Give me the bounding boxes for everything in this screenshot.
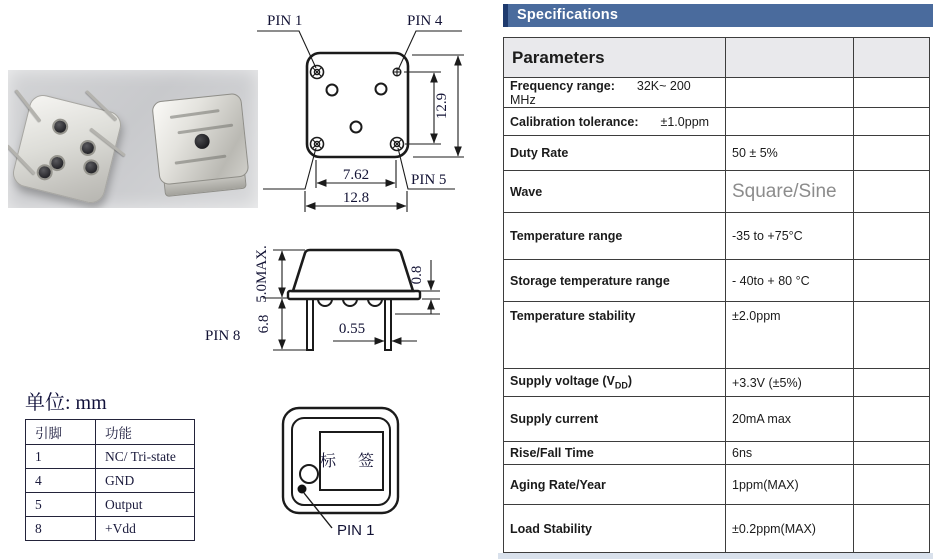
param-label: Storage temperature range: [504, 260, 726, 302]
param-label: Supply current: [504, 397, 726, 442]
value-cell: 20mA max: [726, 397, 854, 442]
pin-function: +Vdd: [96, 517, 195, 541]
function-col-header: 功能: [96, 420, 195, 445]
value-cell: ±0.2ppm(MAX): [726, 505, 854, 553]
param-value: 32K~ 200 MHz: [510, 78, 691, 107]
param-label-suffix: ): [627, 374, 633, 389]
engraving-line: [170, 109, 220, 119]
oscillator-top-photo: [151, 93, 251, 198]
note-cell: [854, 136, 930, 171]
param-label: Rise/Fall Time: [504, 442, 726, 465]
value-cell: [726, 108, 854, 136]
param-label: Temperature range: [504, 213, 726, 260]
pin1-dot: [298, 485, 307, 494]
param-label: Load Stability: [504, 505, 726, 553]
pin-dot: [78, 138, 97, 157]
pin-col-header: 引脚: [26, 420, 96, 445]
note-cell: [854, 108, 930, 136]
dim-7-62: 7.62: [342, 167, 370, 183]
pin-dot: [50, 117, 69, 136]
dim-0-55: 0.55: [338, 321, 366, 337]
value-cell: [726, 78, 854, 108]
note-cell: [854, 302, 930, 369]
value-cell: 50 ± 5%: [726, 136, 854, 171]
specifications-header: [503, 4, 933, 27]
note-cell: [854, 260, 930, 302]
note-cell: [854, 442, 930, 465]
param-label: Wave: [504, 171, 726, 213]
pin-function-table: [25, 419, 195, 541]
param-label: Duty Rate: [504, 136, 726, 171]
pin8-leader: [263, 148, 316, 189]
pin-table-header: [26, 420, 195, 445]
pin4-label: PIN 4: [407, 13, 443, 29]
dim-0-8: 0.8: [409, 265, 425, 285]
lid-dot: [194, 133, 210, 149]
spec-row: [504, 302, 930, 369]
can-body: [293, 250, 413, 291]
orientation-circle: [300, 465, 318, 483]
note-cell: [854, 78, 930, 108]
param-label: Temperature stability: [504, 302, 726, 369]
spec-table: [503, 37, 930, 553]
pin-function: Output: [96, 493, 195, 517]
value-cell: 6ns: [726, 442, 854, 465]
pin5-marker: [391, 138, 404, 151]
pin1-leader: [304, 493, 332, 528]
engraving-line: [175, 155, 227, 165]
pin-dot: [82, 158, 101, 177]
note-cell: [854, 369, 930, 397]
lead-right: [385, 299, 391, 350]
spec-row: [504, 505, 930, 553]
engraving-line: [177, 124, 233, 135]
product-photo: [8, 70, 258, 208]
note-cell: [854, 397, 930, 442]
note-header-cell: [854, 38, 930, 78]
bottom-strip: [498, 553, 933, 559]
spec-row: [504, 397, 930, 442]
dim-12-8: 12.8: [342, 190, 370, 206]
table-row: [26, 469, 195, 493]
hole: [376, 84, 387, 95]
oscillator-lid: [151, 93, 249, 186]
note-cell: [854, 505, 930, 553]
unit-label: 单位: mm: [25, 392, 107, 414]
pin-wire: [15, 89, 42, 122]
dim-5-0max: 5.0MAX.: [254, 245, 270, 303]
side-view-drawing: [195, 228, 450, 366]
oscillator-bottom-photo: [10, 92, 124, 206]
value-cell: - 40to + 80 °C: [726, 260, 854, 302]
pin8-label: PIN 8: [205, 328, 241, 344]
param-value: ±1.0ppm: [660, 114, 710, 129]
top-view-drawing: [255, 0, 470, 218]
spec-row: [504, 78, 930, 108]
note-cell: [854, 465, 930, 505]
value-cell: Square/Sine: [726, 171, 854, 213]
value-cell: +3.3V (±5%): [726, 369, 854, 397]
table-row: [26, 445, 195, 469]
spec-row: [504, 260, 930, 302]
dim-6-8: 6.8: [256, 314, 272, 334]
bottom-view-drawing: [275, 398, 435, 556]
lead-left: [307, 299, 313, 350]
pin-number: 1: [26, 445, 96, 469]
param-label: Calibration tolerance:: [510, 114, 639, 129]
spec-row: [504, 171, 930, 213]
table-row: [26, 517, 195, 541]
pin-function: GND: [96, 469, 195, 493]
dim-12-9: 12.9: [434, 92, 450, 120]
param-label: Frequency range:: [510, 78, 615, 93]
note-cell: [854, 213, 930, 260]
label-text: 标 签: [319, 453, 384, 470]
spec-row: [504, 369, 930, 397]
param-label-sub: DD: [614, 380, 628, 391]
pin-wire: [8, 144, 36, 175]
pin1-marker: [311, 66, 324, 79]
pin-number: 4: [26, 469, 96, 493]
param-label: Supply voltage (V: [510, 374, 615, 389]
pin4-marker: [393, 68, 402, 77]
pin-wire: [90, 127, 126, 156]
pin1-label: PIN 1: [267, 13, 303, 29]
param-label: Aging Rate/Year: [504, 465, 726, 505]
note-cell: [854, 171, 930, 213]
pin8-marker: [311, 138, 324, 151]
spec-row: [504, 442, 930, 465]
hole: [351, 122, 362, 133]
value-cell: 1ppm(MAX): [726, 465, 854, 505]
value-header-cell: [726, 38, 854, 78]
table-row: [26, 493, 195, 517]
value-cell: -35 to +75°C: [726, 213, 854, 260]
pin1-label: PIN 1: [337, 522, 375, 539]
pin-number: 8: [26, 517, 96, 541]
pin5-label: PIN 5: [411, 172, 447, 188]
pin-wire: [86, 90, 118, 121]
specifications-title: Specifications: [517, 7, 619, 23]
spec-row: [504, 108, 930, 136]
spec-table-header-row: [504, 38, 930, 78]
value-cell: ±2.0ppm: [726, 302, 854, 369]
pin-function: NC/ Tri-state: [96, 445, 195, 469]
spec-row: [504, 213, 930, 260]
parameters-header: Parameters: [504, 38, 726, 78]
hole: [327, 85, 338, 96]
spec-row: [504, 465, 930, 505]
pin-number: 5: [26, 493, 96, 517]
spec-row: [504, 136, 930, 171]
